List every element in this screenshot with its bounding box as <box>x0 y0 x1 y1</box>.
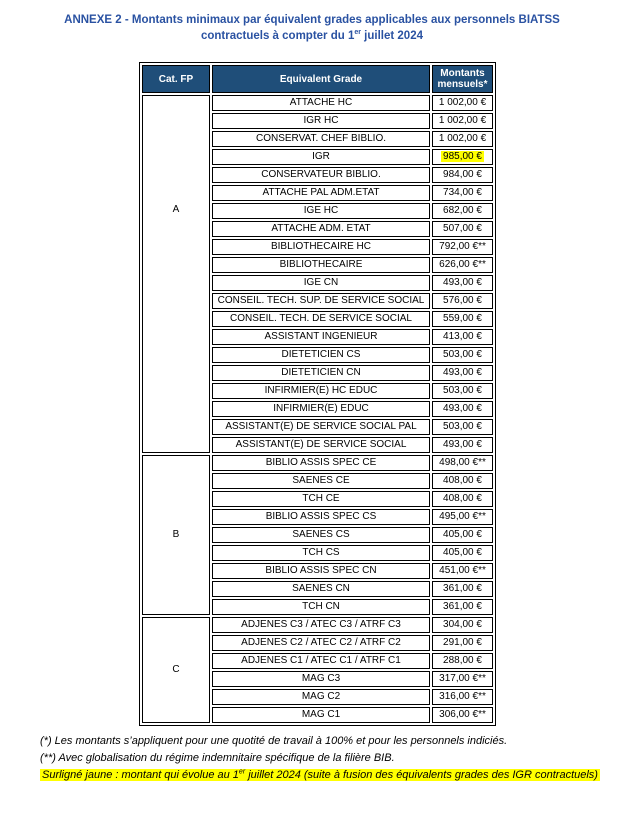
grade-cell: IGE CN <box>212 275 430 291</box>
amount-cell: 1 002,00 € <box>432 113 493 129</box>
grade-cell: BIBLIO ASSIS SPEC CN <box>212 563 430 579</box>
grade-cell: DIETETICIEN CS <box>212 347 430 363</box>
table-body <box>142 95 493 723</box>
grade-cell: IGR <box>212 149 430 165</box>
grade-cell: MAG C2 <box>212 689 430 705</box>
grade-cell: DIETETICIEN CN <box>212 365 430 381</box>
category-cell-c: C <box>142 617 210 723</box>
amount-cell: 559,00 € <box>432 311 493 327</box>
amount-cell: 792,00 €** <box>432 239 493 255</box>
amount-cell: 1 002,00 € <box>432 131 493 147</box>
footnote-text: Surligné jaune : montant qui évolue au 1er juillet 2024 (suite à fusion des équivalents grades des IGR contractuels) <box>42 768 598 781</box>
amount-cell: 493,00 € <box>432 437 493 453</box>
amount-cell <box>432 149 493 165</box>
grade-cell: BIBLIOTHECAIRE HC <box>212 239 430 255</box>
amount-cell: 316,00 €** <box>432 689 493 705</box>
grade-cell: INFIRMIER(E) EDUC <box>212 401 430 417</box>
grade-cell: SAENES CN <box>212 581 430 597</box>
amount-cell: 405,00 € <box>432 527 493 543</box>
amount-cell: 682,00 € <box>432 203 493 219</box>
grade-cell: CONSERVATEUR BIBLIO. <box>212 167 430 183</box>
grade-cell: ASSISTANT INGENIEUR <box>212 329 430 345</box>
category-cell-a: A <box>142 95 210 453</box>
title-line-2 <box>0 28 624 44</box>
grade-cell: BIBLIO ASSIS SPEC CS <box>212 509 430 525</box>
footnote-text: (**) Avec globalisation du régime indemnitaire spécifique de la filière BIB. <box>40 752 395 764</box>
footnote <box>40 733 624 750</box>
amount-cell: 734,00 € <box>432 185 493 201</box>
amount-cell: 317,00 €** <box>432 671 493 687</box>
title-line-1: ANNEXE 2 - Montants minimaux par équivalent grades applicables aux personnels BIATSS <box>64 14 560 26</box>
table-row <box>142 617 493 633</box>
grade-cell: ATTACHE ADM. ETAT <box>212 221 430 237</box>
grades-table <box>139 62 496 726</box>
grade-cell: TCH CE <box>212 491 430 507</box>
amount-cell: 503,00 € <box>432 383 493 399</box>
table-row <box>142 455 493 471</box>
footnote-highlighted <box>40 767 624 784</box>
amount-cell: 361,00 € <box>432 581 493 597</box>
highlighted-amount: 985,00 € <box>443 151 482 162</box>
title-line-2-suffix: juillet 2024 <box>360 30 423 42</box>
amount-cell: 1 002,00 € <box>432 95 493 111</box>
grade-cell: ADJENES C1 / ATEC C1 / ATRF C1 <box>212 653 430 669</box>
grade-cell: IGE HC <box>212 203 430 219</box>
amount-cell: 576,00 € <box>432 293 493 309</box>
amount-cell: 503,00 € <box>432 419 493 435</box>
grade-cell: BIBLIO ASSIS SPEC CE <box>212 455 430 471</box>
grade-cell: MAG C1 <box>212 707 430 723</box>
grade-cell: ATTACHE PAL ADM.ETAT <box>212 185 430 201</box>
amount-cell: 503,00 € <box>432 347 493 363</box>
footnote <box>40 750 624 767</box>
amount-cell: 493,00 € <box>432 401 493 417</box>
amount-cell: 291,00 € <box>432 635 493 651</box>
footnotes <box>40 733 624 784</box>
amount-cell: 405,00 € <box>432 545 493 561</box>
amount-cell: 361,00 € <box>432 599 493 615</box>
category-cell-b: B <box>142 455 210 615</box>
amount-cell: 304,00 € <box>432 617 493 633</box>
grade-cell: TCH CS <box>212 545 430 561</box>
grade-cell: IGR HC <box>212 113 430 129</box>
grade-cell: ADJENES C3 / ATEC C3 / ATRF C3 <box>212 617 430 633</box>
amount-cell: 498,00 €** <box>432 455 493 471</box>
amount-cell: 626,00 €** <box>432 257 493 273</box>
grade-cell: ADJENES C2 / ATEC C2 / ATRF C2 <box>212 635 430 651</box>
grade-cell: SAENES CS <box>212 527 430 543</box>
amount-cell: 408,00 € <box>432 473 493 489</box>
superscript-er: er <box>238 768 246 776</box>
table-row <box>142 95 493 111</box>
grade-cell: CONSEIL. TECH. SUP. DE SERVICE SOCIAL <box>212 293 430 309</box>
document-title <box>0 12 624 44</box>
document-page <box>0 12 624 839</box>
amount-cell: 451,00 €** <box>432 563 493 579</box>
grade-cell: SAENES CE <box>212 473 430 489</box>
grade-cell: CONSERVAT. CHEF BIBLIO. <box>212 131 430 147</box>
amount-cell: 493,00 € <box>432 365 493 381</box>
amount-cell: 413,00 € <box>432 329 493 345</box>
grade-cell: BIBLIOTHECAIRE <box>212 257 430 273</box>
superscript-er: er <box>354 29 361 37</box>
amount-cell: 984,00 € <box>432 167 493 183</box>
grade-cell: TCH CN <box>212 599 430 615</box>
amount-cell: 507,00 € <box>432 221 493 237</box>
amount-cell: 495,00 €** <box>432 509 493 525</box>
grade-cell: ASSISTANT(E) DE SERVICE SOCIAL PAL <box>212 419 430 435</box>
grade-cell: ATTACHE HC <box>212 95 430 111</box>
grade-cell: MAG C3 <box>212 671 430 687</box>
footnote-text: (*) Les montants s’appliquent pour une quotité de travail à 100% et pour les personnels indiciés. <box>40 735 508 747</box>
amount-cell: 306,00 €** <box>432 707 493 723</box>
header-equivalent-grade: Equivalent Grade <box>212 65 430 93</box>
grade-cell: CONSEIL. TECH. DE SERVICE SOCIAL <box>212 311 430 327</box>
header-cat-fp: Cat. FP <box>142 65 210 93</box>
amount-cell: 408,00 € <box>432 491 493 507</box>
amount-cell: 493,00 € <box>432 275 493 291</box>
grade-cell: ASSISTANT(E) DE SERVICE SOCIAL <box>212 437 430 453</box>
table-header-row <box>142 65 493 93</box>
title-line-2-prefix: contractuels à compter du 1 <box>200 30 355 42</box>
grade-cell: INFIRMIER(E) HC EDUC <box>212 383 430 399</box>
header-montants-mensuels: Montants mensuels* <box>432 65 493 93</box>
amount-cell: 288,00 € <box>432 653 493 669</box>
